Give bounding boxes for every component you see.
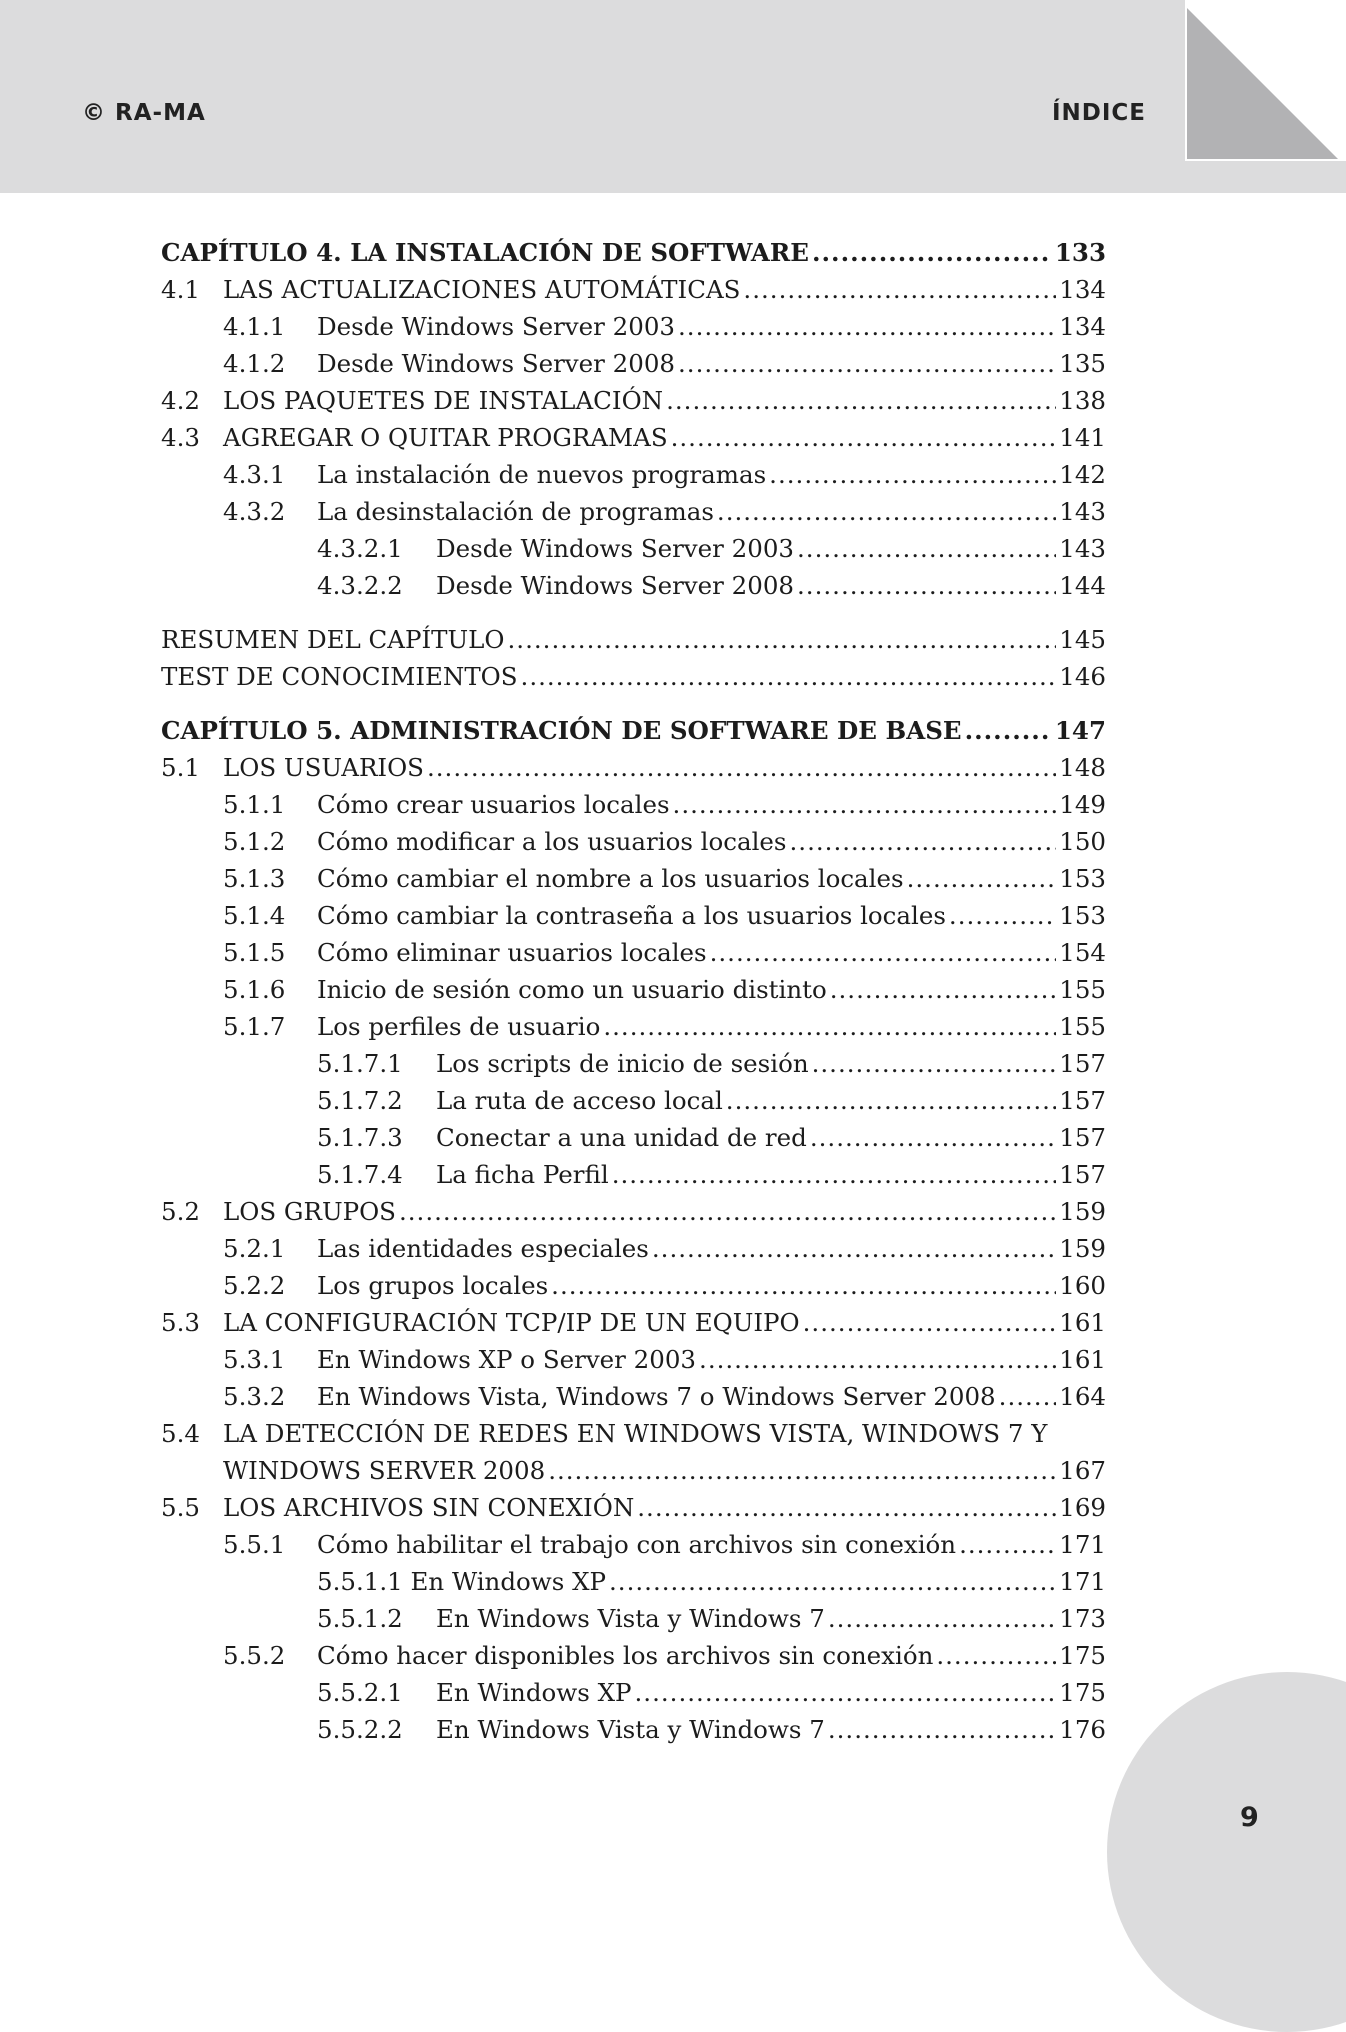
toc-entry [161, 1267, 1106, 1304]
toc-entry [161, 1674, 1106, 1711]
toc-dot-leader [769, 456, 1056, 493]
toc-entry-title: En Windows Vista y Windows 7 [436, 1604, 825, 1633]
toc-entry [161, 1563, 1106, 1600]
toc-entry-number: 5.2 [161, 1197, 200, 1226]
toc-entry-title: Cómo cambiar el nombre a los usuarios locales [317, 864, 904, 893]
toc-dot-leader [797, 567, 1056, 604]
toc-entry [161, 1711, 1106, 1748]
toc-entry [161, 234, 1106, 271]
toc-entry-title: Desde Windows Server 2003 [436, 534, 795, 563]
toc-entry-number: 5.1.7.1 [317, 1049, 403, 1078]
toc-dot-leader [699, 1341, 1056, 1378]
toc-entry-title: En Windows XP [436, 1678, 632, 1707]
toc-entry [161, 419, 1106, 456]
toc-entry-number: 5.1.6 [223, 975, 286, 1004]
toc-dot-leader [907, 860, 1057, 897]
toc-entry-title: En Windows XP o Server 2003 [317, 1345, 697, 1374]
page-number-circle [1107, 1672, 1346, 2032]
toc-entry-page: 175 [1059, 1678, 1106, 1707]
toc-entry-number: 5.1.5 [223, 938, 286, 967]
toc-entry [161, 621, 1106, 658]
toc-entry [161, 1600, 1106, 1637]
toc-entry [161, 1378, 1106, 1415]
toc-entry-title: CAPÍTULO 4. LA INSTALACIÓN DE SOFTWARE [161, 238, 809, 267]
toc-entry-page: 153 [1059, 901, 1106, 930]
toc-entry-page: 144 [1059, 571, 1106, 600]
toc-entry-number: 4.3.2.2 [317, 571, 403, 600]
toc-entry [161, 860, 1106, 897]
toc-entry-title: LOS PAQUETES DE INSTALACIÓN [223, 386, 664, 415]
toc-entry [161, 971, 1106, 1008]
toc-entry [161, 1489, 1106, 1526]
toc-entry-title: LA DETECCIÓN DE REDES EN WINDOWS VISTA, WINDOWS 7 Y [223, 1419, 1048, 1448]
toc-entry-number: 5.1.7.4 [317, 1160, 403, 1189]
toc-entry-title: Desde Windows Server 2008 [436, 571, 795, 600]
toc-entry-title: Cómo eliminar usuarios locales [317, 938, 707, 967]
toc-entry-page: 157 [1059, 1160, 1106, 1189]
toc-entry-number: 5.1.4 [223, 901, 286, 930]
toc-entry-title: Inicio de sesión como un usuario distinto [317, 975, 827, 1004]
publisher-label: © RA-MA [82, 100, 206, 126]
toc-entry-page: 155 [1059, 975, 1106, 1004]
toc-dot-leader [652, 1230, 1056, 1267]
toc-dot-leader [743, 271, 1056, 308]
toc-entry-number: 5.5.2.2 [317, 1715, 403, 1744]
toc-entry [161, 1526, 1106, 1563]
toc-dot-leader [673, 786, 1057, 823]
toc-entry-title: AGREGAR O QUITAR PROGRAMAS [223, 423, 668, 452]
toc-dot-leader [828, 1711, 1056, 1748]
toc-dot-leader [812, 234, 1052, 271]
toc-entry [161, 749, 1106, 786]
toc-dot-leader [936, 1637, 1056, 1674]
toc-dot-leader [828, 1600, 1056, 1637]
toc-dot-leader [949, 897, 1056, 934]
toc-entry-page: 169 [1059, 1493, 1106, 1522]
toc-entry-page: 171 [1059, 1530, 1106, 1559]
toc-dot-leader [726, 1082, 1056, 1119]
toc-entry-page: 171 [1059, 1567, 1106, 1596]
toc-dot-leader [812, 1045, 1057, 1082]
toc-dot-leader [612, 1156, 1057, 1193]
toc-entry-title: LOS USUARIOS [223, 753, 424, 782]
toc-entry-title: Desde Windows Server 2008 [317, 349, 676, 378]
toc-entry [161, 1304, 1106, 1341]
toc-entry [161, 1230, 1106, 1267]
toc-entry-number: 4.2 [161, 386, 200, 415]
toc-entry-page: 138 [1059, 386, 1106, 415]
toc-dot-leader [797, 530, 1056, 567]
toc-entry [161, 1119, 1106, 1156]
toc-entry-title: Cómo habilitar el trabajo con archivos sin conexión [317, 1530, 957, 1559]
toc-entry-page: 176 [1059, 1715, 1106, 1744]
toc-entry [161, 345, 1106, 382]
toc-entry-page: 134 [1059, 275, 1106, 304]
toc-dot-leader [959, 1526, 1056, 1563]
toc-dot-leader [671, 419, 1057, 456]
toc-entry-page: 155 [1059, 1012, 1106, 1041]
toc-entry [161, 382, 1106, 419]
toc-entry-title: LA CONFIGURACIÓN TCP/IP DE UN EQUIPO [223, 1308, 800, 1337]
toc-entry-page: 173 [1059, 1604, 1106, 1633]
toc-entry-page: 133 [1054, 238, 1106, 267]
toc-entry-page: 167 [1059, 1456, 1106, 1485]
toc-entry [161, 934, 1106, 971]
page-corner-fold-icon [1185, 0, 1346, 161]
page-header [0, 0, 1346, 193]
toc-entry-page: 154 [1059, 938, 1106, 967]
toc-entry-page: 159 [1059, 1197, 1106, 1226]
toc-entry [161, 530, 1106, 567]
toc-entry [161, 308, 1106, 345]
toc-entry-title: La instalación de nuevos programas [317, 460, 767, 489]
toc-entry-page: 161 [1059, 1345, 1106, 1374]
toc-entry-title: La desinstalación de programas [317, 497, 714, 526]
toc-entry-page: 143 [1059, 497, 1106, 526]
toc-entry-title: Cómo cambiar la contraseña a los usuarios locales [317, 901, 946, 930]
toc-entry-title: LOS GRUPOS [223, 1197, 396, 1226]
toc-entry-page: 157 [1059, 1049, 1106, 1078]
toc-entry-number: 5.5.1 [223, 1530, 286, 1559]
toc-dot-leader [609, 1563, 1056, 1600]
toc-entry-title: CAPÍTULO 5. ADMINISTRACIÓN DE SOFTWARE DE BASE [161, 716, 962, 745]
toc-entry [161, 1045, 1106, 1082]
toc-entry [161, 823, 1106, 860]
toc-entry-number: 4.1 [161, 275, 200, 304]
toc-dot-leader [637, 1489, 1056, 1526]
toc-dot-leader [678, 308, 1056, 345]
toc-entry-page: 161 [1059, 1308, 1106, 1337]
toc-entry-number: 5.5.2.1 [317, 1678, 403, 1707]
toc-entry-page: 147 [1054, 716, 1106, 745]
toc-dot-leader [710, 934, 1057, 971]
toc-dot-leader [666, 382, 1056, 419]
toc-entry-number: 5.5.1.2 [317, 1604, 403, 1633]
toc-entry-page: 175 [1059, 1641, 1106, 1670]
toc-dot-leader [803, 1304, 1057, 1341]
toc-entry-title: Los grupos locales [317, 1271, 549, 1300]
toc-entry [161, 1156, 1106, 1193]
toc-dot-leader [790, 823, 1057, 860]
toc-entry-number: 5.5.2 [223, 1641, 286, 1670]
toc-entry [161, 897, 1106, 934]
toc-entry [161, 658, 1106, 695]
toc-dot-leader [965, 712, 1052, 749]
toc-dot-leader [521, 658, 1057, 695]
toc-dot-leader [810, 1119, 1056, 1156]
toc-entry-title: La ficha Perfil [436, 1160, 609, 1189]
toc-entry-page: 146 [1059, 662, 1106, 691]
toc-dot-leader [999, 1378, 1057, 1415]
toc-entry-title: RESUMEN DEL CAPÍTULO [161, 625, 505, 654]
toc-entry-page: 159 [1059, 1234, 1106, 1263]
toc-entry-title: La ruta de acceso local [436, 1086, 723, 1115]
toc-entry-number: 5.5.1.1 En Windows XP [317, 1567, 607, 1596]
toc-entry-number: 5.1.7 [223, 1012, 286, 1041]
toc-dot-leader [635, 1674, 1057, 1711]
toc-entry-number: 4.1.2 [223, 349, 286, 378]
toc-entry-number: 5.5 [161, 1493, 200, 1522]
toc-entry-page: 134 [1059, 312, 1106, 341]
toc-entry-number: 4.3.2 [223, 497, 286, 526]
toc-entry-title: Cómo hacer disponibles los archivos sin conexión [317, 1641, 934, 1670]
toc-entry-number: 5.1.3 [223, 864, 286, 893]
toc-entry-number: 5.3.2 [223, 1382, 286, 1411]
toc-dot-leader [551, 1267, 1056, 1304]
page-number: 9 [1240, 1802, 1259, 1833]
toc-entry-page: 145 [1059, 625, 1106, 654]
toc-dot-leader [548, 1452, 1056, 1489]
toc-dot-leader [427, 749, 1056, 786]
toc-entry-page: 157 [1059, 1086, 1106, 1115]
toc-entry [161, 271, 1106, 308]
toc-entry-number: 5.1.7.3 [317, 1123, 403, 1152]
toc-entry-title: Las identidades especiales [317, 1234, 649, 1263]
toc-entry-page: 141 [1059, 423, 1106, 452]
toc-entry-page: 149 [1059, 790, 1106, 819]
table-of-contents [161, 234, 1106, 1748]
toc-entry-page: 164 [1059, 1382, 1106, 1411]
toc-entry-page: 157 [1059, 1123, 1106, 1152]
toc-entry-page: 160 [1059, 1271, 1106, 1300]
toc-entry-number: 4.3.2.1 [317, 534, 403, 563]
toc-entry-title: WINDOWS SERVER 2008 [223, 1456, 546, 1485]
toc-entry-title: Cómo crear usuarios locales [317, 790, 670, 819]
toc-entry-number: 4.1.1 [223, 312, 286, 341]
toc-entry-page: 142 [1059, 460, 1106, 489]
toc-entry [161, 1637, 1106, 1674]
toc-entry [161, 1341, 1106, 1378]
toc-dot-leader [678, 345, 1056, 382]
toc-entry [161, 1193, 1106, 1230]
toc-entry [161, 1415, 1106, 1452]
toc-entry-number: 5.1.7.2 [317, 1086, 403, 1115]
toc-entry-number: 5.3.1 [223, 1345, 286, 1374]
toc-entry [161, 1082, 1106, 1119]
toc-entry-title: Los scripts de inicio de sesión [436, 1049, 809, 1078]
toc-entry [161, 493, 1106, 530]
toc-entry-title: TEST DE CONOCIMIENTOS [161, 662, 518, 691]
toc-entry-number: 4.3 [161, 423, 200, 452]
toc-entry [161, 786, 1106, 823]
toc-entry-title: En Windows Vista, Windows 7 o Windows Server 2008 [317, 1382, 996, 1411]
toc-entry-page: 153 [1059, 864, 1106, 893]
toc-entry-number: 5.4 [161, 1419, 200, 1448]
toc-entry [161, 712, 1106, 749]
toc-entry-title: LAS ACTUALIZACIONES AUTOMÁTICAS [223, 275, 741, 304]
toc-entry-title: En Windows Vista y Windows 7 [436, 1715, 825, 1744]
toc-entry-number: 5.1.2 [223, 827, 286, 856]
toc-entry-number: 4.3.1 [223, 460, 286, 489]
toc-entry-title: Los perfiles de usuario [317, 1012, 601, 1041]
toc-dot-leader [399, 1193, 1056, 1230]
toc-dot-leader [830, 971, 1057, 1008]
toc-entry [161, 1008, 1106, 1045]
toc-dot-leader [717, 493, 1056, 530]
toc-entry-number: 5.3 [161, 1308, 200, 1337]
section-label: ÍNDICE [1051, 100, 1146, 126]
toc-entry-page: 150 [1059, 827, 1106, 856]
toc-entry-number: 5.1 [161, 753, 200, 782]
toc-dot-leader [508, 621, 1057, 658]
toc-entry-number: 5.1.1 [223, 790, 286, 819]
toc-entry [161, 1452, 1106, 1489]
toc-entry-title: Conectar a una unidad de red [436, 1123, 807, 1152]
toc-entry-page: 143 [1059, 534, 1106, 563]
toc-entry [161, 567, 1106, 604]
toc-entry-number: 5.2.1 [223, 1234, 286, 1263]
toc-entry-title: Desde Windows Server 2003 [317, 312, 676, 341]
toc-dot-leader [603, 1008, 1056, 1045]
toc-entry-title: LOS ARCHIVOS SIN CONEXIÓN [223, 1493, 635, 1522]
toc-entry-number: 5.2.2 [223, 1271, 286, 1300]
toc-entry [161, 456, 1106, 493]
toc-entry-title: Cómo modificar a los usuarios locales [317, 827, 787, 856]
toc-entry-page: 135 [1059, 349, 1106, 378]
toc-entry-page: 148 [1059, 753, 1106, 782]
